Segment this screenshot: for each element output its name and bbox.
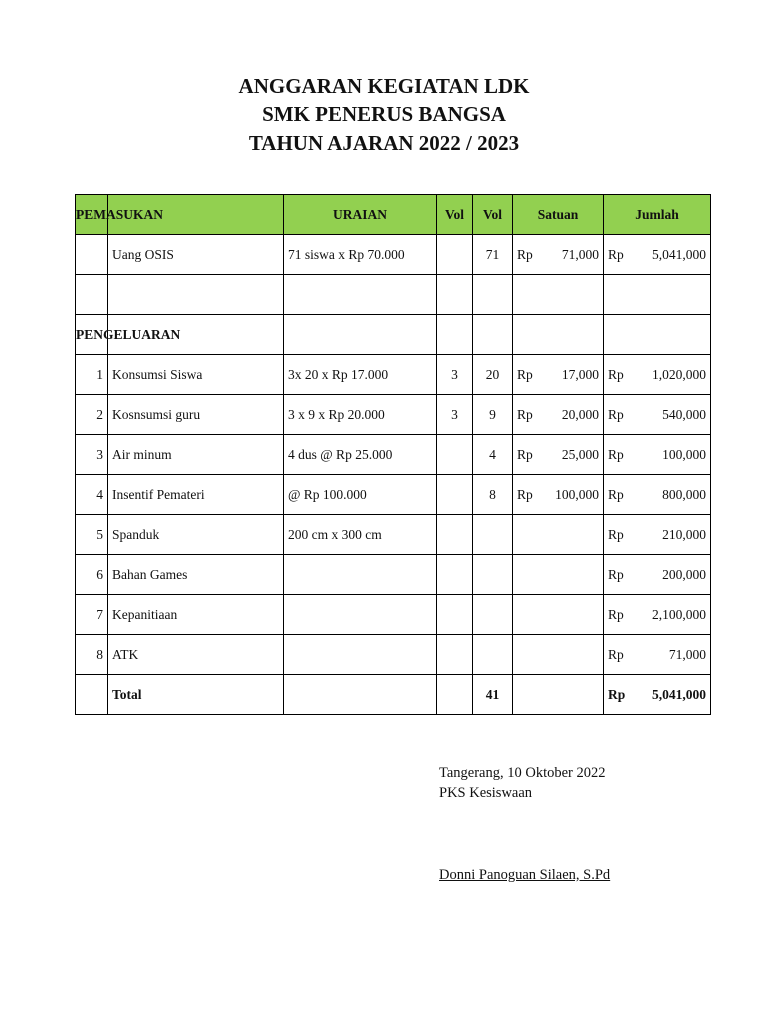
expense-row (76, 355, 711, 395)
expense-vol-1 (437, 635, 473, 675)
expense-satuan (513, 555, 604, 595)
expense-row (76, 475, 711, 515)
expense-vol-2: 9 (473, 395, 513, 435)
expense-row (76, 395, 711, 435)
header-jumlah: Jumlah (604, 195, 711, 235)
expense-uraian: 3x 20 x Rp 17.000 (284, 355, 437, 395)
expense-vol-2: 4 (473, 435, 513, 475)
row-number (76, 235, 108, 275)
academic-year: TAHUN AJARAN 2022 / 2023 (248, 131, 520, 155)
header-satuan: Satuan (513, 195, 604, 235)
document-title: ANGGARAN KEGIATAN LDK (238, 74, 530, 98)
budget-table (75, 194, 711, 715)
income-vol-2: 71 (473, 235, 513, 275)
income-uraian: 71 siswa x Rp 70.000 (284, 235, 437, 275)
currency-label: Rp (517, 406, 533, 422)
currency-label: Rp (608, 486, 624, 502)
amount: 1,020,000 (652, 366, 706, 382)
total-uraian (284, 675, 437, 715)
income-vol-1 (437, 235, 473, 275)
expense-satuan (513, 355, 604, 395)
expense-jumlah (604, 475, 711, 515)
expense-satuan (513, 515, 604, 555)
row-number: 7 (76, 595, 108, 635)
total-label: Total (108, 675, 284, 715)
currency-label: Rp (608, 566, 624, 582)
expense-row (76, 555, 711, 595)
currency-label: Rp (517, 486, 533, 502)
total-vol-1 (437, 675, 473, 715)
row-number: 5 (76, 515, 108, 555)
currency-label: Rp (608, 406, 624, 422)
total-jumlah (604, 675, 711, 715)
expense-item: Air minum (108, 435, 284, 475)
expense-vol-1 (437, 515, 473, 555)
section-label-expense: PENGELUARAN (76, 315, 108, 355)
header-vol-1: Vol (437, 195, 473, 235)
amount: 2,100,000 (652, 606, 706, 622)
expense-row (76, 595, 711, 635)
expense-jumlah (604, 435, 711, 475)
currency-label: Rp (517, 366, 533, 382)
row-number: 1 (76, 355, 108, 395)
expense-uraian (284, 555, 437, 595)
expense-satuan (513, 595, 604, 635)
amount: 540,000 (662, 406, 706, 422)
header-uraian: URAIAN (284, 195, 437, 235)
expense-row (76, 435, 711, 475)
expense-row (76, 635, 711, 675)
amount: 100,000 (662, 446, 706, 462)
expense-vol-1 (437, 555, 473, 595)
expense-vol-1 (437, 595, 473, 635)
row-number: 4 (76, 475, 108, 515)
total-row (76, 675, 711, 715)
expense-satuan (513, 475, 604, 515)
expense-jumlah (604, 595, 711, 635)
currency-label: Rp (608, 446, 624, 462)
row-number (76, 675, 108, 715)
signatory-name: Donni Panoguan Silaen, S.Pd (439, 867, 611, 883)
expense-item: ATK (108, 635, 284, 675)
expense-row (76, 515, 711, 555)
currency-label: Rp (608, 606, 624, 622)
currency-label: Rp (608, 366, 624, 382)
section-label-income: PEMASUKAN (76, 195, 108, 235)
expense-uraian (284, 635, 437, 675)
place-date: Tangerang, 10 Oktober 2022 (439, 765, 606, 781)
amount: 200,000 (662, 566, 706, 582)
expense-jumlah (604, 515, 711, 555)
amount: 100,000 (555, 486, 599, 502)
expense-uraian: @ Rp 100.000 (284, 475, 437, 515)
currency-label: Rp (517, 446, 533, 462)
expense-vol-1 (437, 475, 473, 515)
expense-vol-1: 3 (437, 395, 473, 435)
expense-vol-2 (473, 515, 513, 555)
row-number: 8 (76, 635, 108, 675)
amount: 800,000 (662, 486, 706, 502)
currency-label: Rp (608, 646, 624, 662)
expense-satuan (513, 435, 604, 475)
signatory-role: PKS Kesiswaan (439, 785, 533, 801)
currency-label: Rp (608, 246, 624, 262)
expense-jumlah (604, 395, 711, 435)
expense-vol-2: 20 (473, 355, 513, 395)
row-number: 3 (76, 435, 108, 475)
expense-item: Spanduk (108, 515, 284, 555)
expense-vol-2 (473, 555, 513, 595)
expense-item: Insentif Pemateri (108, 475, 284, 515)
total-satuan (513, 675, 604, 715)
amount: 20,000 (561, 406, 599, 422)
income-satuan (513, 235, 604, 275)
row-number: 2 (76, 395, 108, 435)
amount: 71,000 (561, 246, 599, 262)
expense-item: Kepanitiaan (108, 595, 284, 635)
expense-jumlah (604, 355, 711, 395)
header-vol-2: Vol (473, 195, 513, 235)
amount: 17,000 (561, 366, 599, 382)
expense-vol-2 (473, 635, 513, 675)
income-jumlah (604, 235, 711, 275)
amount: 25,000 (561, 446, 599, 462)
row-number: 6 (76, 555, 108, 595)
income-row (76, 235, 711, 275)
amount: 5,041,000 (652, 686, 706, 702)
expense-jumlah (604, 555, 711, 595)
expense-uraian: 4 dus @ Rp 25.000 (284, 435, 437, 475)
amount: 71,000 (668, 646, 706, 662)
currency-label: Rp (608, 686, 626, 702)
income-item: Uang OSIS (108, 235, 284, 275)
expense-uraian (284, 595, 437, 635)
currency-label: Rp (608, 526, 624, 542)
expense-satuan (513, 395, 604, 435)
expense-section-row (76, 315, 711, 355)
expense-uraian: 200 cm x 300 cm (284, 515, 437, 555)
expense-item: Bahan Games (108, 555, 284, 595)
amount: 5,041,000 (652, 246, 706, 262)
amount: 210,000 (662, 526, 706, 542)
empty-row (76, 275, 711, 315)
total-vol-2: 41 (473, 675, 513, 715)
expense-uraian: 3 x 9 x Rp 20.000 (284, 395, 437, 435)
expense-item: Konsumsi Siswa (108, 355, 284, 395)
currency-label: Rp (517, 246, 533, 262)
expense-item: Kosnsumsi guru (108, 395, 284, 435)
expense-vol-1 (437, 435, 473, 475)
expense-vol-2 (473, 595, 513, 635)
school-name: SMK PENERUS BANGSA (262, 102, 506, 126)
expense-satuan (513, 635, 604, 675)
expense-jumlah (604, 635, 711, 675)
expense-vol-1: 3 (437, 355, 473, 395)
table-header-row (76, 195, 711, 235)
expense-vol-2: 8 (473, 475, 513, 515)
